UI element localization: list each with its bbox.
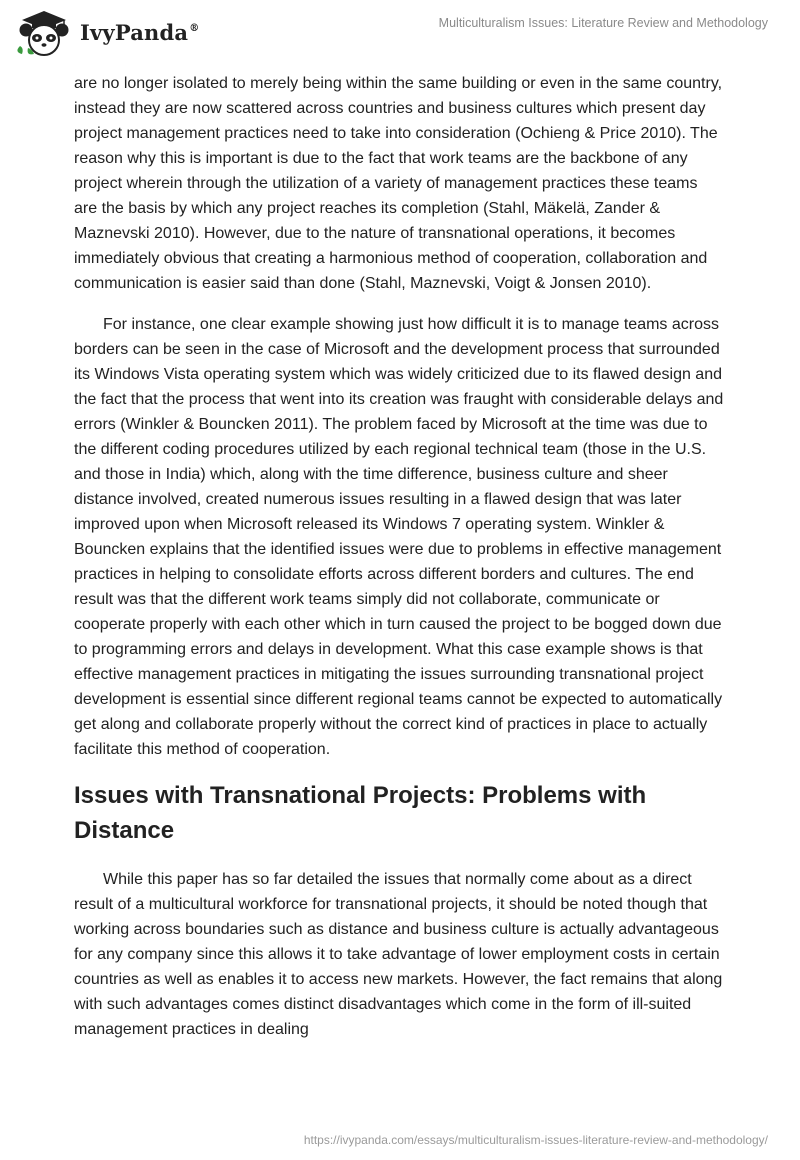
page-header	[0, 0, 800, 70]
ivypanda-logo[interactable]	[14, 8, 214, 58]
paragraph: are no longer isolated to merely being within the same building or even in the same country, instead they are now scattered across countries and business cultures which present day project management practices need to take into consideration (Ochieng & Price 2010). The reason why this is important is due to the fact that work teams are the backbone of any project wherein through the utilization of a variety of management practices these teams are the basis by which any project reaches its completion (Stahl, Mäkelä, Zander & Maznevski 2010). However, due to the nature of transnational operations, it becomes immediately obvious that creating a harmonious method of cooperation, collaboration and communication is easier said than done (Stahl, Maznevski, Voigt & Jonsen 2010).	[74, 75, 723, 292]
brand-name: IvyPanda®	[80, 20, 200, 45]
source-url[interactable]: https://ivypanda.com/essays/multiculturalism-issues-literature-review-and-methodology/	[303, 1133, 768, 1147]
paragraph: For instance, one clear example showing just how difficult it is to manage teams across borders can be seen in the case of Microsoft and the development process that surrounded its Windows Vista operating system which was widely criticized due to its flawed design and the fact that the process that went into its creation was fraught with considerable delays and errors (Winkler & Bouncken 2011). The problem faced by Microsoft at the time was due to the different coding procedures utilized by each regional technical team (those in the U.S. and those in India) which, along with the time difference, business culture and sheer distance involved, created numerous issues resulting in a flawed design that was later improved upon when Microsoft released its Windows 7 operating system. Winkler & Bouncken explains that the identified issues were due to problems in effective management practices in helping to consolidate efforts across different borders and cultures. The end result was that the different work teams simply did not collaborate, communicate or cooperate properly with each other which in turn caused the project to be bogged down due to programming errors and delays in development. What this case example shows is that effective management practices in mitigating the issues surrounding transnational project development is essential since different regional teams cannot be expected to automatically get along and collaborate properly without the correct kind of practices in place to actually facilitate this method of cooperation.	[74, 316, 724, 758]
paragraph: While this paper has so far detailed the issues that normally come about as a direct result of a multicultural workforce for transnational projects, it should be noted though that working across boundaries such as distance and business culture is actually advantageous for any company since this allows it to take advantage of lower employment costs in certain countries as well as enables it to access new markets. However, the fact remains that along with such advantages comes distinct disadvantages which come in the form of ill-suited management practices in dealing	[74, 871, 723, 1038]
panda-graduate-icon	[14, 8, 74, 56]
document-title: Multiculturalism Issues: Literature Review and Methodology	[438, 16, 768, 30]
section-heading: Issues with Transnational Projects: Problems with Distance	[74, 782, 647, 844]
essay-body	[74, 71, 724, 1058]
